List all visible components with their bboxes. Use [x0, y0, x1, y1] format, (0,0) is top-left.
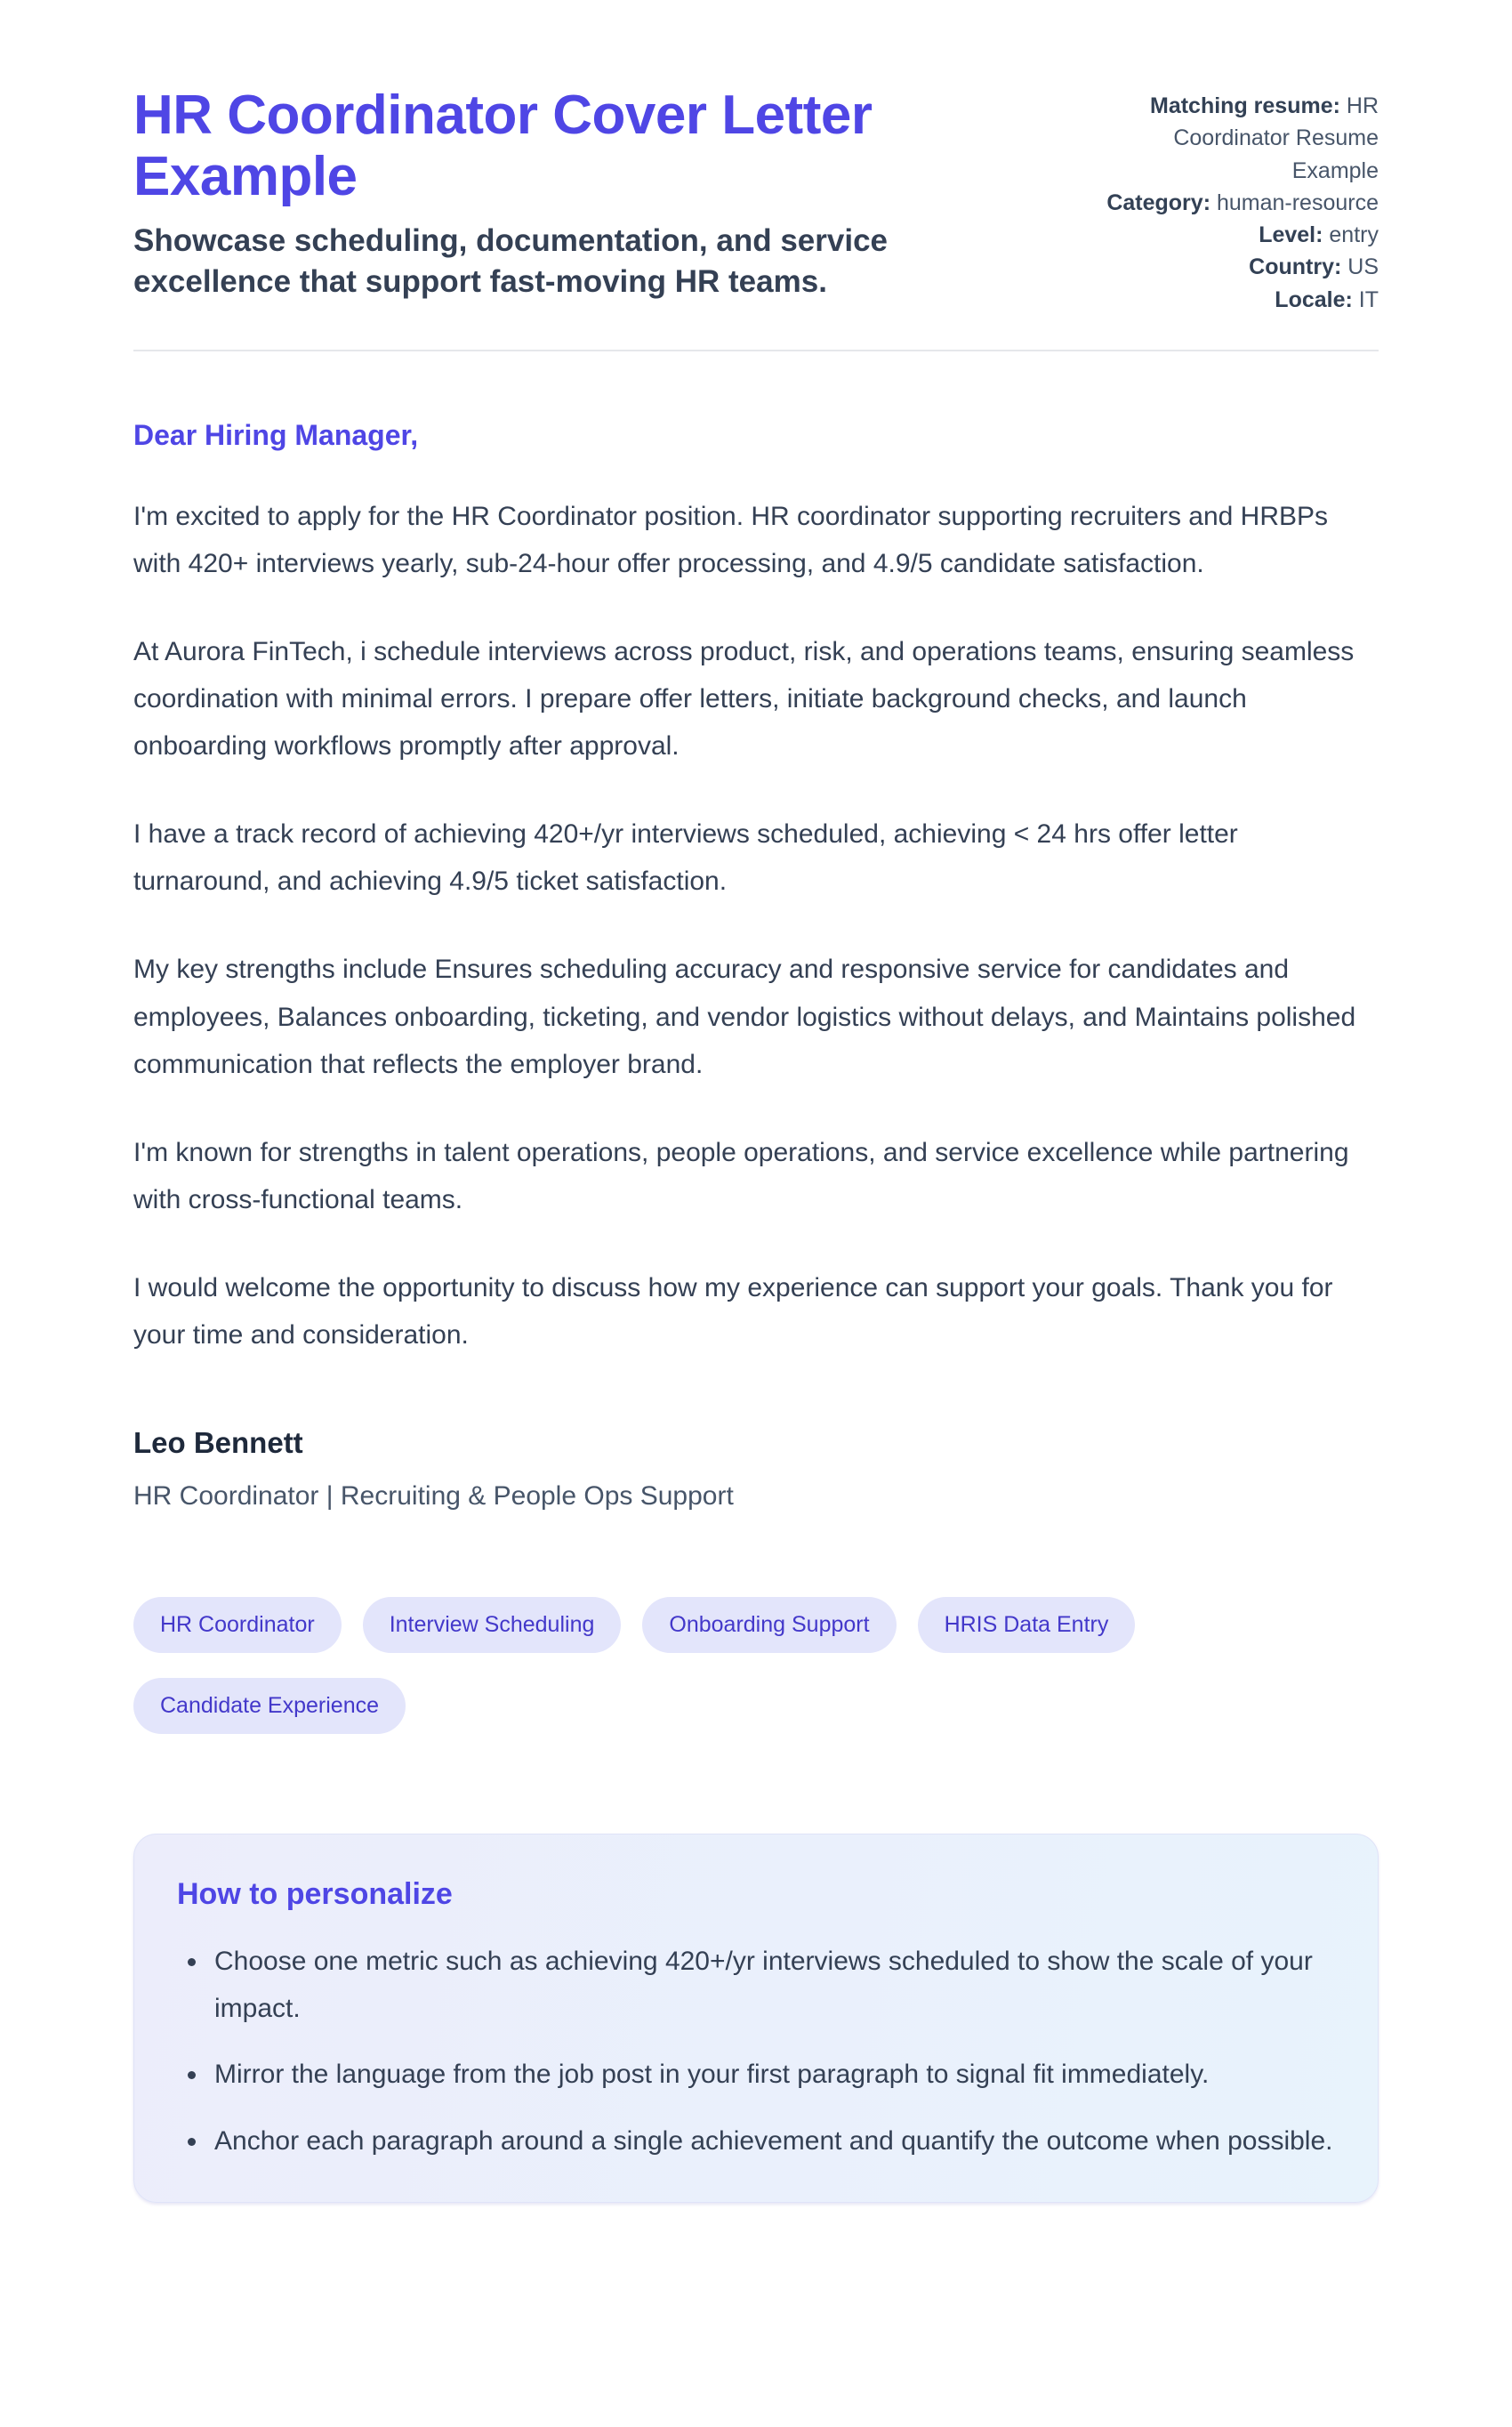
letter-paragraph-5: I'm known for strengths in talent operations, people operations, and service excellence while partnering with cross-functional teams.	[133, 1137, 1349, 1214]
tips-item-3: • Anchor each paragraph around a single achievement and quantify the outcome when possible.	[209, 2118, 1335, 2165]
meta-row-matching-resume	[1103, 90, 1379, 187]
letter-paragraph-4: My key strengths include Ensures scheduling accuracy and responsive service for candidates and employees, Balances onboarding, ticketing, and vendor logistics without delays, and Maintains polished communication that reflects the employer brand.	[133, 955, 1356, 1079]
meta-row-level	[1103, 219, 1379, 251]
signature-name: Leo Bennett	[133, 1426, 303, 1460]
tag-chip-hr-coordinator: HR Coordinator	[133, 1597, 342, 1653]
meta-value: US	[1347, 254, 1379, 280]
meta-row-locale	[1103, 284, 1379, 316]
tag-chip-candidate-experience: Candidate Experience	[133, 1678, 406, 1734]
meta-label: Matching resume:	[1150, 93, 1340, 118]
letter-paragraph-3: I have a track record of achieving 420+/yr interviews scheduled, achieving < 24 hrs offer letter turnaround, and achieving 4.9/5 ticket satisfaction.	[133, 819, 1238, 897]
signature-role: HR Coordinator | Recruiting & People Ops Support	[133, 1481, 734, 1512]
letter-paragraph-6: I would welcome the opportunity to discuss how my experience can support your goals. Thank you for your time and consideration.	[133, 1272, 1333, 1350]
meta-label: Category:	[1106, 189, 1211, 215]
tag-list	[133, 1597, 1201, 1734]
tips-title: How to personalize	[177, 1877, 453, 1912]
meta-value: entry	[1329, 222, 1379, 247]
meta-row-country	[1103, 251, 1379, 283]
page-header	[133, 85, 1379, 316]
header-divider	[133, 350, 1379, 351]
page-subtitle: Showcase scheduling, documentation, and service excellence that support fast-moving HR teams.	[133, 222, 888, 300]
page-title: HR Coordinator Cover Letter Example	[133, 85, 873, 208]
meta-value: human-resource	[1216, 189, 1379, 215]
meta-label: Level:	[1259, 222, 1323, 247]
meta-label: Country:	[1249, 254, 1342, 280]
letter-paragraph-2: At Aurora FinTech, i schedule interviews across product, risk, and operations teams, ensuring seamless coordination with minimal errors. I prepare offer letters, initiate background checks, and launch onboarding workflows promptly after approval.	[133, 636, 1355, 762]
tag-chip-hris-data-entry: HRIS Data Entry	[918, 1597, 1136, 1653]
meta-value: HR Coordinator Resume Example	[1173, 93, 1379, 183]
letter-paragraph-1: I'm excited to apply for the HR Coordinator position. HR coordinator supporting recruiters and HRBPs with 420+ interviews yearly, sub-24-hour offer processing, and 4.9/5 candidate satisfaction.	[133, 501, 1329, 578]
meta-label: Locale:	[1275, 286, 1353, 312]
letter-body	[133, 419, 1379, 2203]
tips-list	[177, 1939, 1335, 2165]
tag-chip-onboarding-support: Onboarding Support	[642, 1597, 896, 1653]
resume-meta	[1103, 85, 1379, 316]
personalize-tips-box	[133, 1834, 1379, 2203]
tips-item-2: • Mirror the language from the job post in your first paragraph to signal fit immediately.	[209, 2052, 1335, 2099]
tips-item-1: • Choose one metric such as achieving 420+/yr interviews scheduled to show the scale of your impact.	[209, 1939, 1335, 2032]
meta-row-category	[1103, 187, 1379, 219]
meta-value: IT	[1358, 286, 1379, 312]
tag-chip-interview-scheduling: Interview Scheduling	[363, 1597, 622, 1653]
greeting: Dear Hiring Manager,	[133, 418, 419, 451]
header-title-block	[133, 85, 1032, 302]
